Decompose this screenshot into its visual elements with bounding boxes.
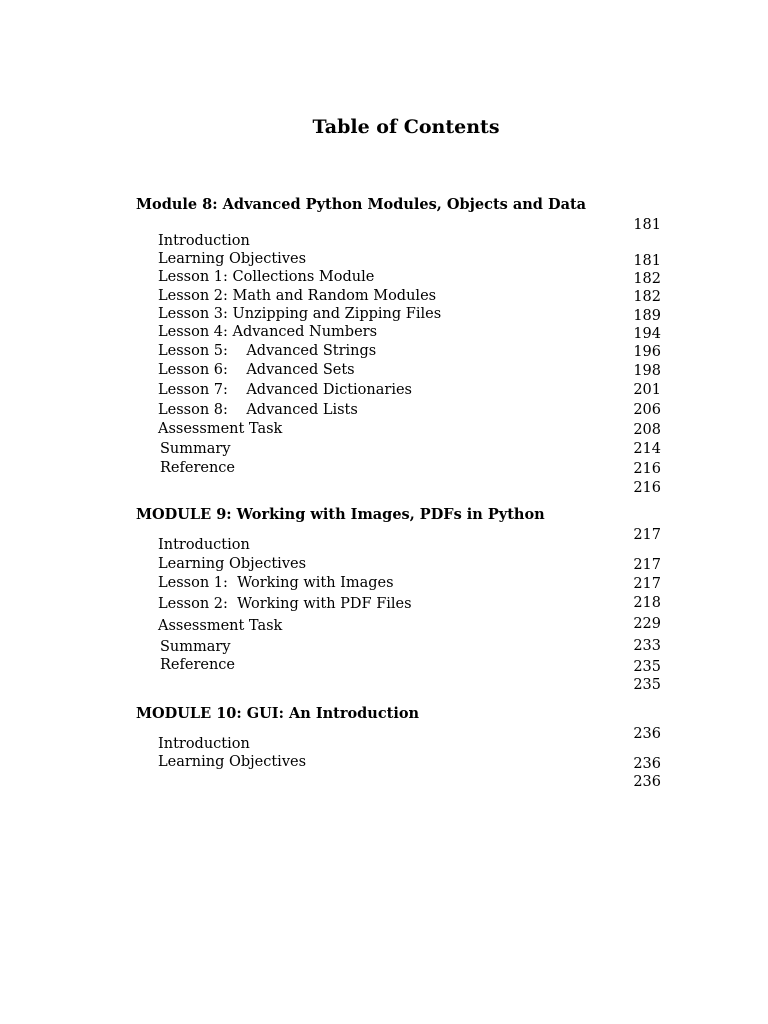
entry-label: Introduction — [158, 537, 250, 553]
page-number: 181 — [633, 253, 661, 269]
entry-label: Lesson 4: Advanced Numbers — [158, 324, 378, 340]
toc-entry[interactable] — [0, 732, 768, 790]
page-number: 189 — [633, 308, 661, 324]
page-number: 208 — [633, 422, 661, 438]
module-heading: MODULE 10: GUI: An Introduction — [136, 705, 420, 722]
entry-label: Lesson 7: Advanced Dictionaries — [158, 382, 412, 398]
toc-entry[interactable] — [0, 438, 768, 496]
entry-label: Introduction — [158, 233, 250, 249]
module-8-heading-row[interactable] — [0, 175, 768, 233]
module-9-heading-row[interactable] — [0, 485, 768, 543]
page-number: 217 — [633, 576, 661, 592]
entry-label: Summary — [160, 441, 231, 457]
page-number: 236 — [633, 774, 661, 790]
entry-label: Reference — [160, 460, 235, 476]
page-number: 217 — [633, 557, 661, 573]
page-number: 236 — [633, 756, 661, 772]
page-number: 218 — [633, 595, 661, 611]
page-number: 214 — [633, 441, 661, 457]
entry-label: Lesson 8: Advanced Lists — [158, 402, 358, 418]
page-number: 216 — [633, 480, 661, 496]
entry-label: Introduction — [158, 736, 250, 752]
entry-label: Lesson 3: Unzipping and Zipping Files — [158, 306, 442, 322]
page-number: 182 — [633, 271, 661, 287]
entry-label: Lesson 2: Working with PDF Files — [158, 596, 412, 612]
page-number: 206 — [633, 402, 661, 418]
entry-label: Learning Objectives — [158, 754, 307, 770]
page-number: 194 — [633, 326, 661, 342]
entry-label: Lesson 5: Advanced Strings — [158, 343, 377, 359]
page-number: 217 — [633, 527, 661, 543]
page-number: 198 — [633, 363, 661, 379]
page-title: Table of Contents — [312, 116, 500, 138]
page-number: 216 — [633, 461, 661, 477]
module-10-heading-row[interactable] — [0, 684, 768, 742]
toc-entry[interactable] — [0, 635, 768, 693]
entry-label: Assessment Task — [158, 421, 283, 437]
entry-label: Lesson 1: Working with Images — [158, 575, 394, 591]
entry-label: Learning Objectives — [158, 556, 307, 572]
page-number: 235 — [633, 659, 661, 675]
entry-label: Learning Objectives — [158, 251, 307, 267]
page-number: 233 — [633, 638, 661, 654]
module-heading: MODULE 9: Working with Images, PDFs in Python — [136, 506, 545, 523]
entry-label: Lesson 2: Math and Random Modules — [158, 288, 437, 304]
entry-label: Lesson 6: Advanced Sets — [158, 362, 355, 378]
entry-label: Summary — [160, 639, 231, 655]
page-number: 235 — [633, 677, 661, 693]
entry-label: Assessment Task — [158, 618, 283, 634]
page-number: 181 — [633, 217, 661, 233]
entry-label: Reference — [160, 657, 235, 673]
page-number: 236 — [633, 726, 661, 742]
page-number: 201 — [633, 382, 661, 398]
page-number: 196 — [633, 344, 661, 360]
page-number: 229 — [633, 616, 661, 632]
module-heading: Module 8: Advanced Python Modules, Objects and Data — [136, 196, 587, 213]
entry-label: Lesson 1: Collections Module — [158, 269, 375, 285]
page-number: 182 — [633, 289, 661, 305]
